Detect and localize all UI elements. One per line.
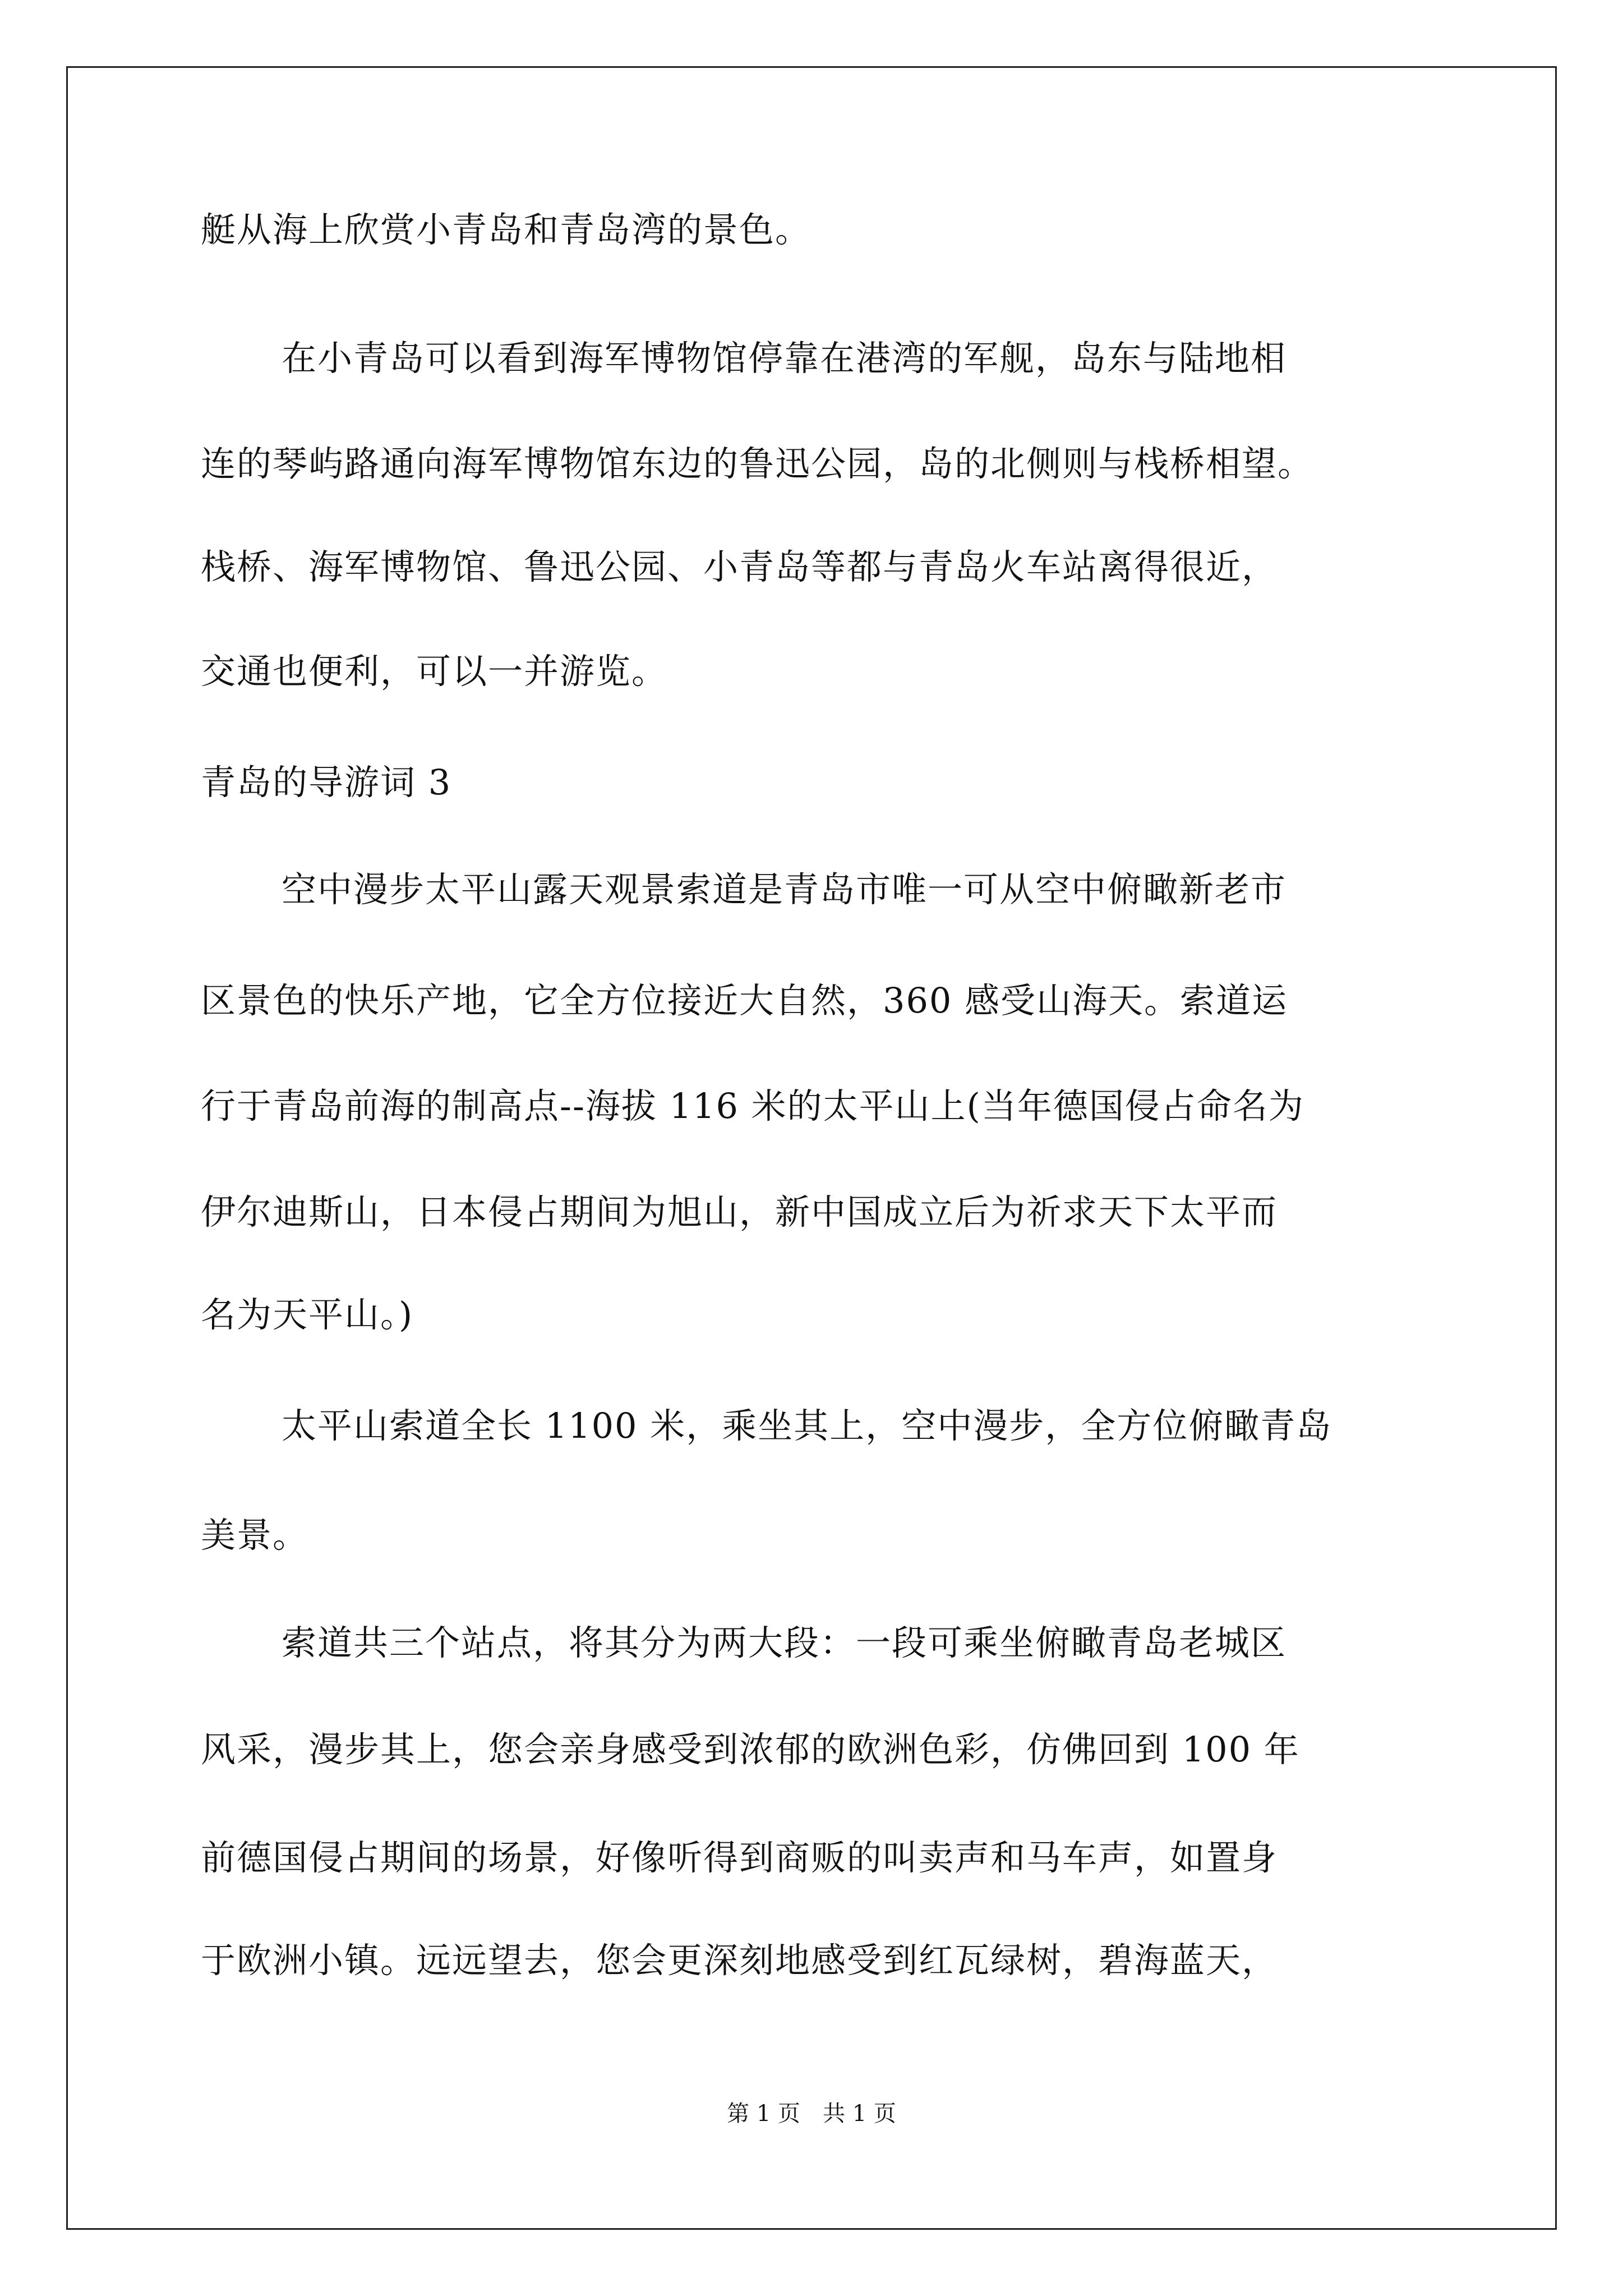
- paragraph-line: 连的琴屿路通向海军博物馆东边的鲁迅公园，岛的北侧则与栈桥相望。: [201, 443, 1314, 484]
- paragraph-line: 于欧洲小镇。远远望去，您会更深刻地感受到红瓦绿树，碧海蓝天，: [201, 1940, 1278, 1981]
- paragraph-line: 艇从海上欣赏小青岛和青岛湾的景色。: [201, 209, 811, 250]
- paragraph-line: 行于青岛前海的制高点--海拔 116 米的太平山上(当年德国侵占命名为: [201, 1085, 1304, 1126]
- paragraph-line: 太平山索道全长 1100 米，乘坐其上，空中漫步，全方位俯瞰青岛: [282, 1405, 1332, 1446]
- paragraph-line: 美景。: [201, 1515, 309, 1556]
- page-number: 第 1 页: [727, 2101, 800, 2127]
- paragraph-line: 在小青岛可以看到海军博物馆停靠在港湾的军舰，岛东与陆地相: [282, 338, 1287, 379]
- paragraph-line: 索道共三个站点，将其分为两大段：一段可乘坐俯瞰青岛老城区: [282, 1622, 1287, 1663]
- paragraph-line: 前德国侵占期间的场景，好像听得到商贩的叫卖声和马车声，如置身: [201, 1837, 1278, 1878]
- paragraph-line: 伊尔迪斯山，日本侵占期间为旭山，新中国成立后为祈求天下太平而: [201, 1191, 1278, 1232]
- paragraph-line: 名为天平山。): [201, 1294, 414, 1335]
- page-footer: [0, 2097, 1623, 2131]
- paragraph-line: 交通也便利，可以一并游览。: [201, 651, 668, 692]
- page-border: [66, 66, 1557, 2230]
- paragraph-line: 区景色的快乐产地，它全方位接近大自然，360 感受山海天。索道运: [201, 980, 1288, 1021]
- paragraph-line: 空中漫步太平山露天观景索道是青岛市唯一可从空中俯瞰新老市: [282, 869, 1287, 910]
- page-total: 共 1 页: [823, 2101, 896, 2127]
- section-heading: 青岛的导游词 3: [201, 762, 452, 803]
- paragraph-line: 栈桥、海军博物馆、鲁迅公园、小青岛等都与青岛火车站离得很近，: [201, 546, 1278, 587]
- paragraph-line: 风采，漫步其上，您会亲身感受到浓郁的欧洲色彩，仿佛回到 100 年: [201, 1729, 1300, 1770]
